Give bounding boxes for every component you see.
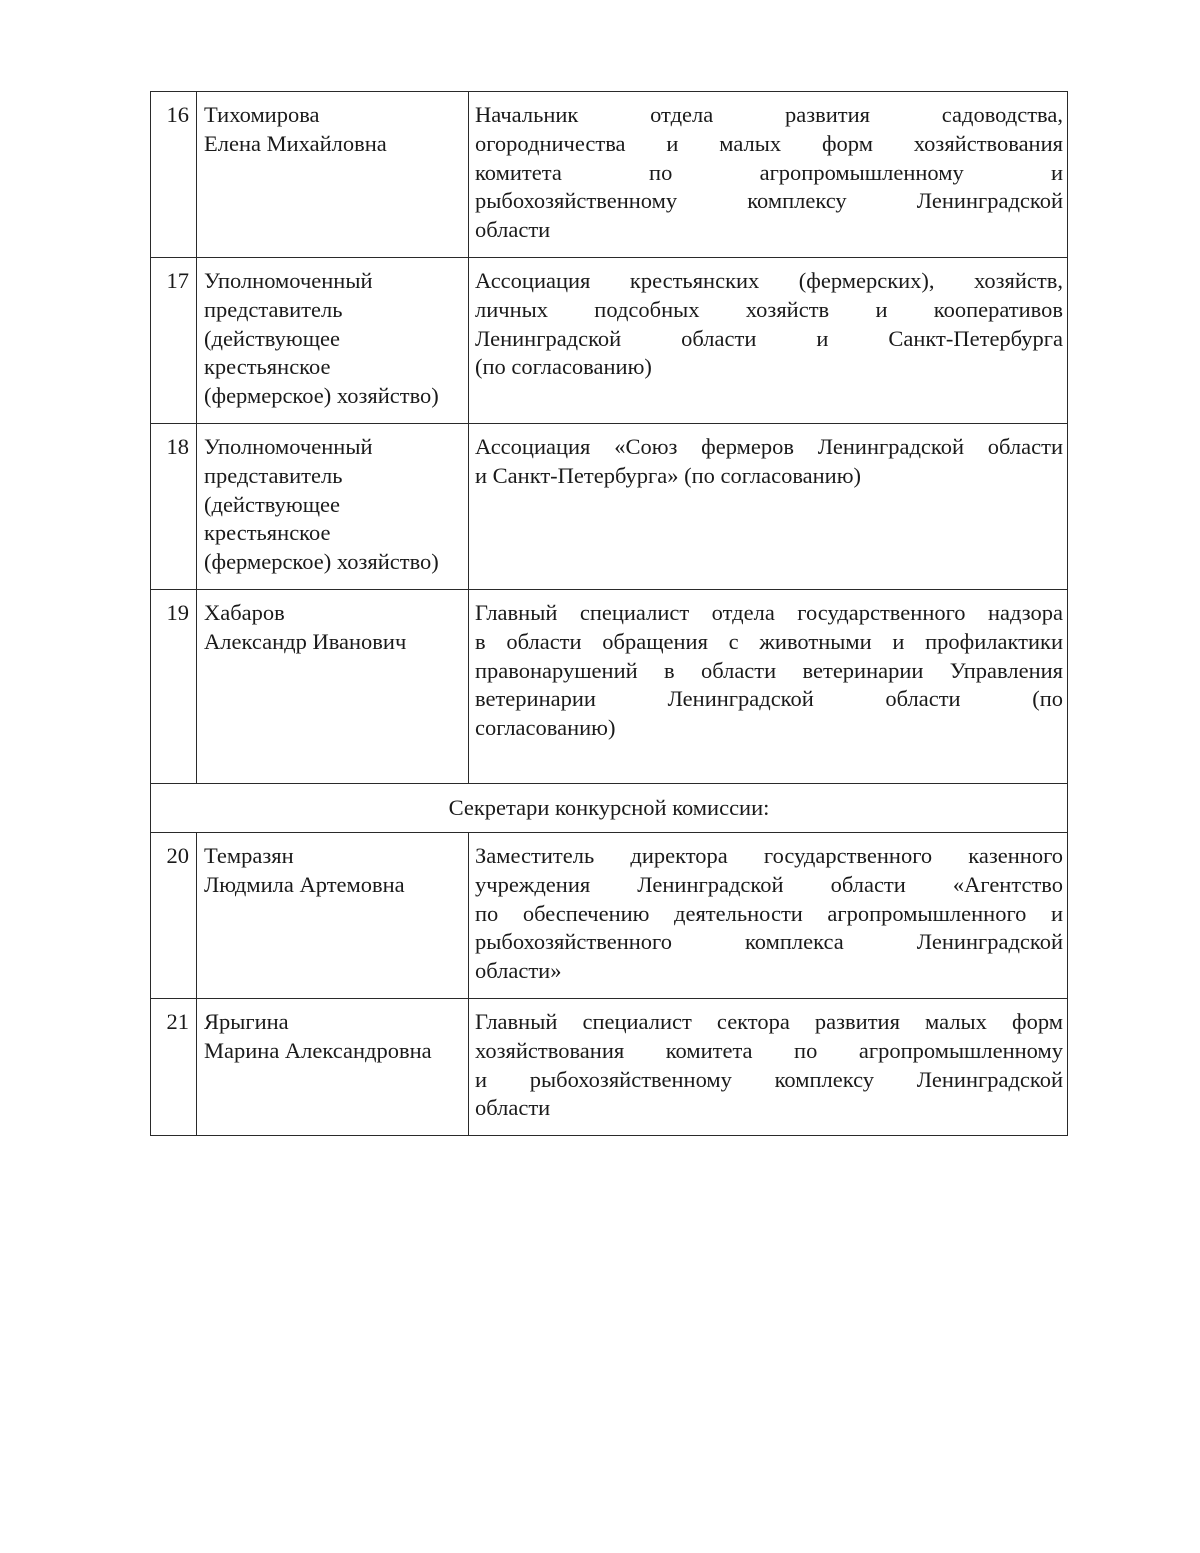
member-name: Уполномоченный представитель (действующее крестьянское (фермерское) хозяйство)	[197, 257, 469, 423]
section-header-row	[151, 783, 1068, 832]
member-position: Начальник отдела развития садоводства, огородничества и малых форм хозяйствования комитета по агропромышленному и рыбохозяйственному комплексу Ленинградской области	[469, 92, 1068, 258]
row-number: 19	[151, 589, 197, 783]
member-name: Уполномоченный представитель (действующее крестьянское (фермерское) хозяйство)	[197, 423, 469, 589]
row-number: 20	[151, 832, 197, 998]
row-number: 17	[151, 257, 197, 423]
member-position: Главный специалист отдела государственного надзора в области обращения с животными и профилактики правонарушений в области ветеринарии Управления ветеринарии Ленинградской области (по согласованию)	[469, 589, 1068, 783]
member-name: Темразян Людмила Артемовна	[197, 832, 469, 998]
member-name: Хабаров Александр Иванович	[197, 589, 469, 783]
member-name: Ярыгина Марина Александровна	[197, 998, 469, 1135]
row-number: 16	[151, 92, 197, 258]
table-row	[151, 423, 1068, 589]
table-row	[151, 832, 1068, 998]
table-row	[151, 257, 1068, 423]
table-row	[151, 589, 1068, 783]
table-row	[151, 92, 1068, 258]
member-position: Ассоциация крестьянских (фермерских), хозяйств, личных подсобных хозяйств и кооперативов Ленинградской области и Санкт-Петербурга (по согласованию)	[469, 257, 1068, 423]
row-number: 21	[151, 998, 197, 1135]
member-position: Заместитель директора государственного казенного учреждения Ленинградской области «Агентство по обеспечению деятельности агропромышленного и рыбохозяйственного комплекса Ленинградской области»	[469, 832, 1068, 998]
commission-members-table	[150, 91, 1068, 1136]
member-position: Ассоциация «Союз фермеров Ленинградской области и Санкт-Петербурга» (по согласованию)	[469, 423, 1068, 589]
section-title: Секретари конкурсной комиссии:	[151, 783, 1068, 832]
member-name: Тихомирова Елена Михайловна	[197, 92, 469, 258]
member-position: Главный специалист сектора развития малых форм хозяйствования комитета по агропромышленному и рыбохозяйственному комплексу Ленинградской области	[469, 998, 1068, 1135]
row-number: 18	[151, 423, 197, 589]
table-row	[151, 998, 1068, 1135]
